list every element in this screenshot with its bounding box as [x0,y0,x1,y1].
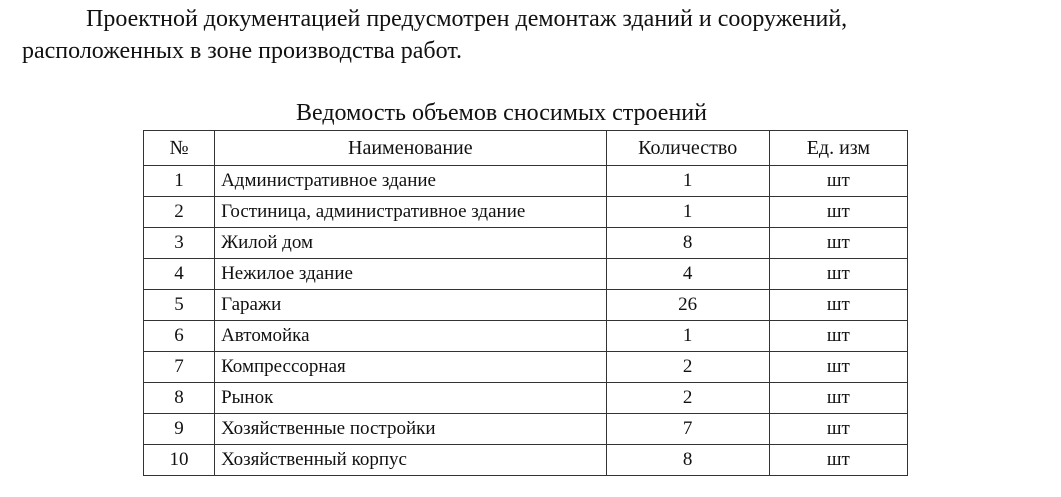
row-name: Гаражи [215,290,607,321]
row-qty: 8 [606,445,769,476]
header-num: № [144,131,215,166]
table-title: Ведомость объемов сносимых строений [296,100,707,126]
row-unit: шт [769,166,907,197]
row-qty: 2 [606,352,769,383]
row-unit: шт [769,259,907,290]
row-qty: 1 [606,197,769,228]
row-name: Хозяйственные постройки [215,414,607,445]
table-row [144,166,908,197]
row-name: Автомойка [215,321,607,352]
row-unit: шт [769,383,907,414]
row-num: 1 [144,166,215,197]
header-unit: Ед. изм [769,131,907,166]
table-row [144,290,908,321]
table-row [144,352,908,383]
row-unit: шт [769,352,907,383]
header-name: Наименование [215,131,607,166]
row-name: Нежилое здание [215,259,607,290]
row-unit: шт [769,197,907,228]
table-row [144,228,908,259]
table-row [144,197,908,228]
row-unit: шт [769,445,907,476]
table-row [144,259,908,290]
demolition-table [143,130,908,476]
row-unit: шт [769,414,907,445]
row-name: Хозяйственный корпус [215,445,607,476]
header-qty: Количество [606,131,769,166]
row-unit: шт [769,321,907,352]
paragraph-line-2: расположенных в зоне производства работ. [22,38,463,64]
row-num: 3 [144,228,215,259]
row-num: 2 [144,197,215,228]
row-unit: шт [769,290,907,321]
row-name: Жилой дом [215,228,607,259]
row-name: Административное здание [215,166,607,197]
row-num: 8 [144,383,215,414]
row-num: 9 [144,414,215,445]
row-qty: 2 [606,383,769,414]
row-name: Гостиница, административное здание [215,197,607,228]
table-row [144,414,908,445]
table-row [144,321,908,352]
row-num: 7 [144,352,215,383]
row-num: 5 [144,290,215,321]
row-qty: 1 [606,166,769,197]
row-qty: 26 [606,290,769,321]
row-num: 6 [144,321,215,352]
table-header-row [144,131,908,166]
row-qty: 8 [606,228,769,259]
row-num: 4 [144,259,215,290]
row-name: Компрессорная [215,352,607,383]
row-qty: 1 [606,321,769,352]
row-qty: 4 [606,259,769,290]
row-unit: шт [769,228,907,259]
row-num: 10 [144,445,215,476]
table-row [144,445,908,476]
paragraph-line-1: Проектной документацией предусмотрен демонтаж зданий и сооружений, [86,6,848,32]
row-name: Рынок [215,383,607,414]
row-qty: 7 [606,414,769,445]
table-row [144,383,908,414]
